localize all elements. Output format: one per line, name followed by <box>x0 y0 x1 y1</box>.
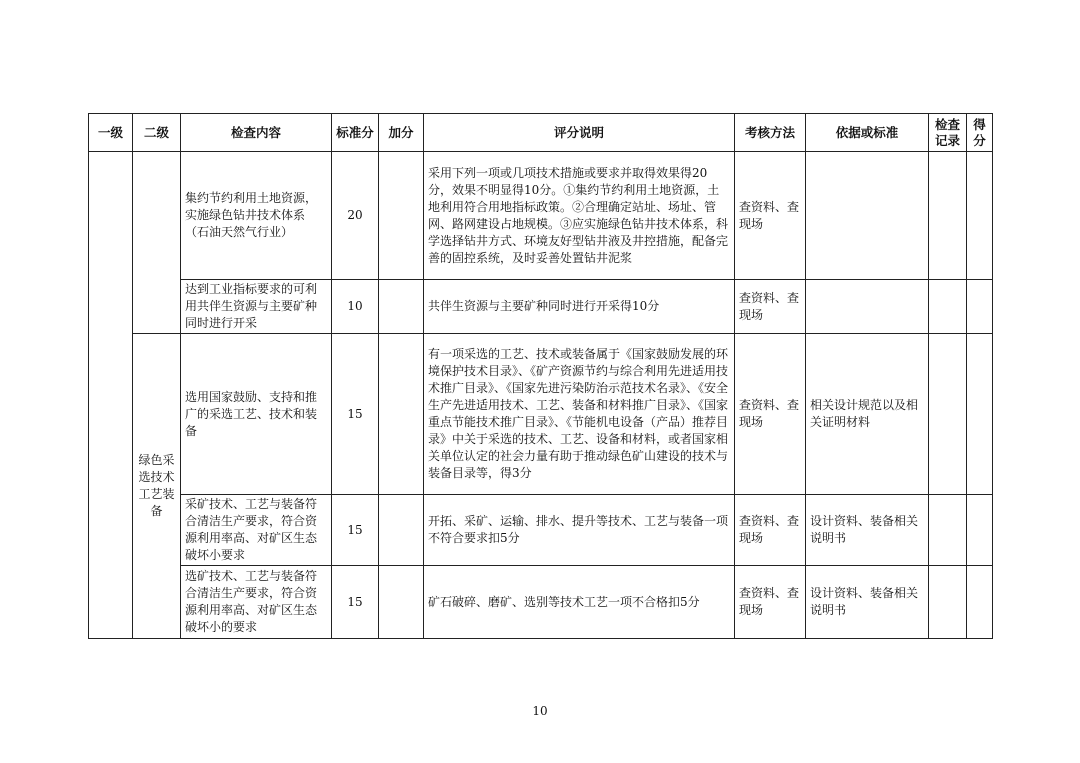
header-content: 检查内容 <box>181 114 332 152</box>
header-description: 评分说明 <box>424 114 735 152</box>
table-row <box>89 495 993 566</box>
description-cell: 矿石破碎、磨矿、选别等技术工艺一项不合格扣5分 <box>424 566 735 639</box>
points-cell <box>967 280 993 334</box>
table-row <box>89 152 993 280</box>
basis-cell: 设计资料、装备相关说明书 <box>806 566 929 639</box>
score-cell: 15 <box>332 334 379 495</box>
record-cell <box>929 280 967 334</box>
content-cell: 选用国家鼓励、支持和推广的采选工艺、技术和装备 <box>181 334 332 495</box>
method-cell: 查资料、查现场 <box>735 280 806 334</box>
points-cell <box>967 334 993 495</box>
description-cell: 采用下列一项或几项技术措施或要求并取得效果得20分，效果不明显得10分。①集约节约利用土地资源，土地利用符合用地指标政策。②合理确定站址、场址、管网、路网建设占地规模。③应实施绿色钻井技术体系，科学选择钻井方式、环境友好型钻井液及井控措施，配备完善的固控系统，及时妥善处置钻井泥浆 <box>424 152 735 280</box>
content-cell: 集约节约利用土地资源，实施绿色钻井技术体系（石油天然气行业） <box>181 152 332 280</box>
header-standard-score: 标准分 <box>332 114 379 152</box>
basis-cell <box>806 280 929 334</box>
bonus-cell <box>379 152 424 280</box>
description-cell: 开拓、采矿、运输、排水、提升等技术、工艺与装备一项不符合要求扣5分 <box>424 495 735 566</box>
level1-cell <box>89 152 133 639</box>
bonus-cell <box>379 280 424 334</box>
content-cell: 选矿技术、工艺与装备符合清洁生产要求，符合资源利用率高、对矿区生态破坏小的要求 <box>181 566 332 639</box>
record-cell <box>929 495 967 566</box>
page-number: 10 <box>532 704 548 718</box>
header-score: 得分 <box>967 114 993 152</box>
score-cell: 10 <box>332 280 379 334</box>
basis-cell <box>806 152 929 280</box>
description-cell: 有一项采选的工艺、技术或装备属于《国家鼓励发展的环境保护技术目录》、《矿产资源节约与综合利用先进适用技术推广目录》、《国家先进污染防治示范技术名录》、《安全生产先进适用技术、工艺、装备和材料推广目录》、《国家重点节能技术推广目录》、《节能机电设备（产品）推荐目录》中关于采选的技术、工艺、设备和材料，或者国家相关单位认定的社会力量有助于推动绿色矿山建设的技术与装备目录等，得3分 <box>424 334 735 495</box>
table-row <box>89 280 993 334</box>
header-record: 检查记录 <box>929 114 967 152</box>
header-level2: 二级 <box>133 114 181 152</box>
table-row <box>89 566 993 639</box>
header-basis: 依据或标准 <box>806 114 929 152</box>
basis-cell: 设计资料、装备相关说明书 <box>806 495 929 566</box>
content-cell: 采矿技术、工艺与装备符合清洁生产要求，符合资源利用率高、对矿区生态破坏小要求 <box>181 495 332 566</box>
table-row <box>89 334 993 495</box>
header-row <box>89 114 993 152</box>
method-cell: 查资料、查现场 <box>735 334 806 495</box>
level2-group-label: 绿色采选技术工艺装备 <box>133 334 181 639</box>
bonus-cell <box>379 334 424 495</box>
level2-cell-empty <box>133 152 181 334</box>
description-cell: 共伴生资源与主要矿种同时进行开采得10分 <box>424 280 735 334</box>
points-cell <box>967 566 993 639</box>
header-method: 考核方法 <box>735 114 806 152</box>
header-bonus: 加分 <box>379 114 424 152</box>
record-cell <box>929 152 967 280</box>
record-cell <box>929 334 967 495</box>
header-level1: 一级 <box>89 114 133 152</box>
bonus-cell <box>379 566 424 639</box>
method-cell: 查资料、查现场 <box>735 152 806 280</box>
score-cell: 20 <box>332 152 379 280</box>
basis-cell: 相关设计规范以及相关证明材料 <box>806 334 929 495</box>
content-cell: 达到工业指标要求的可利用共伴生资源与主要矿种同时进行开采 <box>181 280 332 334</box>
score-cell: 15 <box>332 566 379 639</box>
evaluation-table <box>88 113 993 639</box>
bonus-cell <box>379 495 424 566</box>
points-cell <box>967 152 993 280</box>
method-cell: 查资料、查现场 <box>735 566 806 639</box>
record-cell <box>929 566 967 639</box>
points-cell <box>967 495 993 566</box>
method-cell: 查资料、查现场 <box>735 495 806 566</box>
score-cell: 15 <box>332 495 379 566</box>
